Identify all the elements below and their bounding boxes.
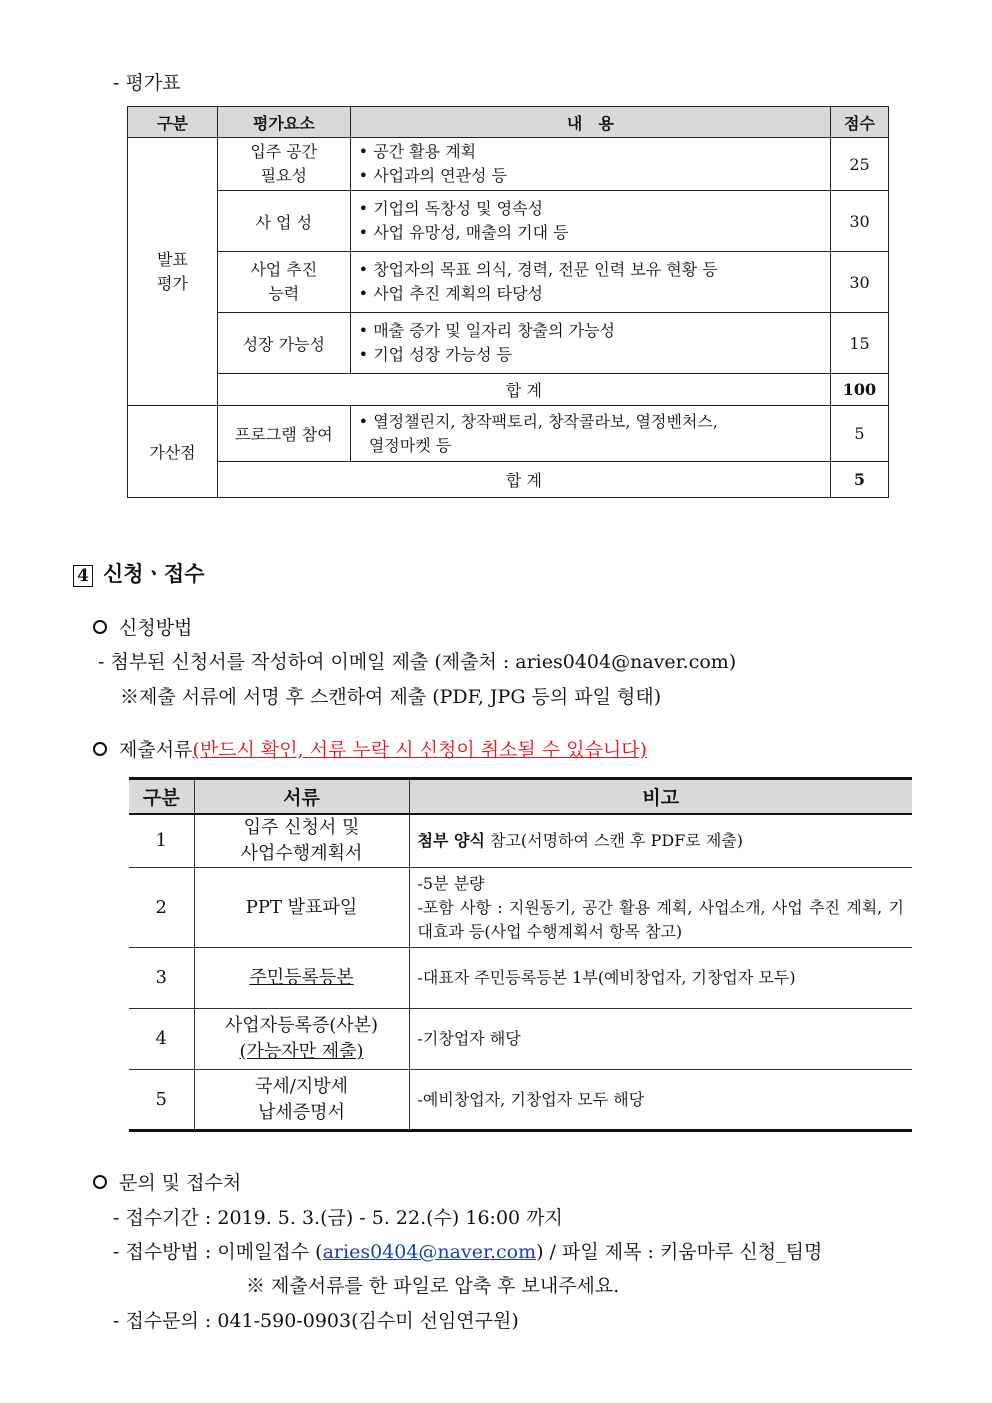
table-row: [128, 252, 889, 313]
eval-score: 30: [830, 191, 888, 252]
table-row: [129, 948, 912, 1009]
circle-bullet-icon: [93, 1175, 107, 1189]
eval-content: [350, 406, 830, 462]
table-row: [128, 406, 889, 462]
doc-name: 국세/지방세 납세증명서: [194, 1070, 409, 1131]
eval-group-presentation: 발표 평가: [128, 138, 218, 406]
evaluation-table: [127, 106, 889, 498]
table-row: [129, 1009, 912, 1070]
doc-no: 2: [129, 868, 194, 948]
doc-note: -대표자 주민등록등본 1부(예비창업자, 기창업자 모두): [409, 948, 912, 1009]
contact-email-link[interactable]: aries0404@naver.com: [322, 1241, 537, 1263]
eval-content-line: • 열정챌린지, 창작팩토리, 창작콜라보, 열정벤처스,: [358, 411, 718, 431]
eval-subtotal-label: 합 계: [217, 462, 830, 498]
docs-header-row: [129, 779, 912, 815]
eval-element: 입주 공간 필요성: [217, 138, 350, 191]
doc-note: -기창업자 해당: [409, 1009, 912, 1070]
documents-warning: (반드시 확인, 서류 누락 시 신청이 취소될 수 있습니다): [192, 739, 648, 761]
contact-title: 문의 및 접수처: [119, 1172, 242, 1194]
contact-method: [113, 1237, 822, 1264]
eval-subtotal-row: [128, 462, 889, 498]
eval-content-line: • 기업의 독창성 및 영속성: [358, 199, 544, 218]
eval-subtotal-row: [128, 374, 889, 406]
circle-bullet-icon: [93, 742, 107, 756]
table-row: [129, 1070, 912, 1131]
eval-score: 25: [830, 138, 888, 191]
eval-content-line: • 공간 활용 계획: [358, 142, 477, 161]
doc-note-line: -5분 분량: [417, 873, 485, 893]
eval-content-line: • 창업자의 목표 의식, 경력, 전문 인력 보유 현황 등: [358, 260, 718, 279]
eval-score: 15: [830, 313, 888, 374]
eval-element: 프로그램 참여: [217, 406, 350, 462]
eval-content-line: • 사업 추진 계획의 타당성: [358, 284, 544, 303]
apply-method-note: ※제출 서류에 서명 후 스캔하여 제출 (PDF, JPG 등의 파일 형태): [120, 686, 662, 708]
table-row: [128, 191, 889, 252]
eval-content: [350, 191, 830, 252]
eval-element: 사업 추진 능력: [217, 252, 350, 313]
doc-no: 3: [129, 948, 194, 1009]
table-row: [129, 868, 912, 948]
eval-header-category: 구분: [128, 107, 218, 138]
eval-score: 5: [830, 406, 888, 462]
doc-no: 5: [129, 1070, 194, 1131]
eval-score: 30: [830, 252, 888, 313]
contact-method-suffix: ) / 파일 제목 : 키움마루 신청_팀명: [536, 1241, 823, 1263]
docs-header-no: 구분: [129, 779, 194, 815]
doc-no: 4: [129, 1009, 194, 1070]
eval-subtotal-score: 100: [830, 374, 888, 406]
eval-content-line: • 매출 증가 및 일자리 창출의 가능성: [358, 321, 616, 340]
eval-content-line: • 사업 유망성, 매출의 기대 등: [358, 223, 569, 242]
doc-name-cell: [194, 948, 409, 1009]
eval-group-bonus: 가산점: [128, 406, 218, 498]
doc-note-text: 참고(서명하여 스캔 후 PDF로 제출): [484, 831, 743, 850]
doc-name-note: (가능자만 제출): [239, 1041, 364, 1062]
documents-heading: [93, 735, 647, 762]
apply-method-line: - 첨부된 신청서를 작성하여 이메일 제출 (제출처 : aries0404@naver.com): [98, 651, 737, 673]
contact-method-prefix: - 접수방법 : 이메일접수 (: [113, 1241, 323, 1263]
contact-method-note: ※ 제출서류를 한 파일로 압축 후 보내주세요.: [246, 1275, 620, 1297]
contact-heading: [93, 1168, 241, 1195]
table-row: [128, 138, 889, 191]
doc-note: -예비창업자, 기창업자 모두 해당: [409, 1070, 912, 1131]
doc-name: 입주 신청서 및 사업수행계획서: [194, 814, 409, 868]
eval-subtotal-score: 5: [830, 462, 888, 498]
eval-header-content: 내 용: [350, 107, 830, 138]
eval-content-line: 열정마켓 등: [358, 435, 452, 455]
docs-header-note: 비고: [409, 779, 912, 815]
circle-bullet-icon: [93, 620, 107, 634]
table-row: [128, 313, 889, 374]
doc-note-line: -포함 사항 : 지원동기, 공간 활용 계획, 사업소개, 사업 추진 계획, 기대효과 등(사업 수행계획서 항목 참고): [417, 897, 904, 941]
eval-header-score: 점수: [830, 107, 888, 138]
eval-element: 성장 가능성: [217, 313, 350, 374]
eval-content: [350, 138, 830, 191]
apply-method-title: 신청방법: [119, 617, 193, 639]
eval-content: [350, 313, 830, 374]
doc-name-cell: [194, 1009, 409, 1070]
eval-header-row: [128, 107, 889, 138]
documents-title: 제출서류: [119, 739, 193, 761]
eval-content-line: • 기업 성장 가능성 등: [358, 345, 513, 364]
contact-inquiry: - 접수문의 : 041-590-0903(김수미 선임연구원): [113, 1310, 519, 1332]
doc-name: 주민등록등본: [249, 967, 354, 988]
eval-content-line: • 사업과의 연관성 등: [358, 166, 508, 185]
documents-table: [129, 777, 912, 1132]
doc-no: 1: [129, 814, 194, 868]
doc-note-bold: 첨부 양식: [417, 831, 485, 850]
eval-table-title: - 평가표: [113, 72, 181, 94]
table-row: [129, 814, 912, 868]
section-heading: [73, 558, 204, 588]
docs-header-doc: 서류: [194, 779, 409, 815]
doc-name: PPT 발표파일: [194, 868, 409, 948]
contact-period: - 접수기간 : 2019. 5. 3.(금) - 5. 22.(수) 16:00 까지: [113, 1207, 563, 1229]
eval-header-element: 평가요소: [217, 107, 350, 138]
eval-content: [350, 252, 830, 313]
apply-method-heading: [93, 613, 192, 640]
eval-element: 사 업 성: [217, 191, 350, 252]
doc-note: [409, 814, 912, 868]
doc-name: 사업자등록증(사본): [224, 1015, 379, 1036]
doc-note: [409, 868, 912, 948]
section-title: 신청ㆍ접수: [103, 561, 205, 586]
section-number: 4: [73, 565, 93, 587]
eval-subtotal-label: 합 계: [217, 374, 830, 406]
